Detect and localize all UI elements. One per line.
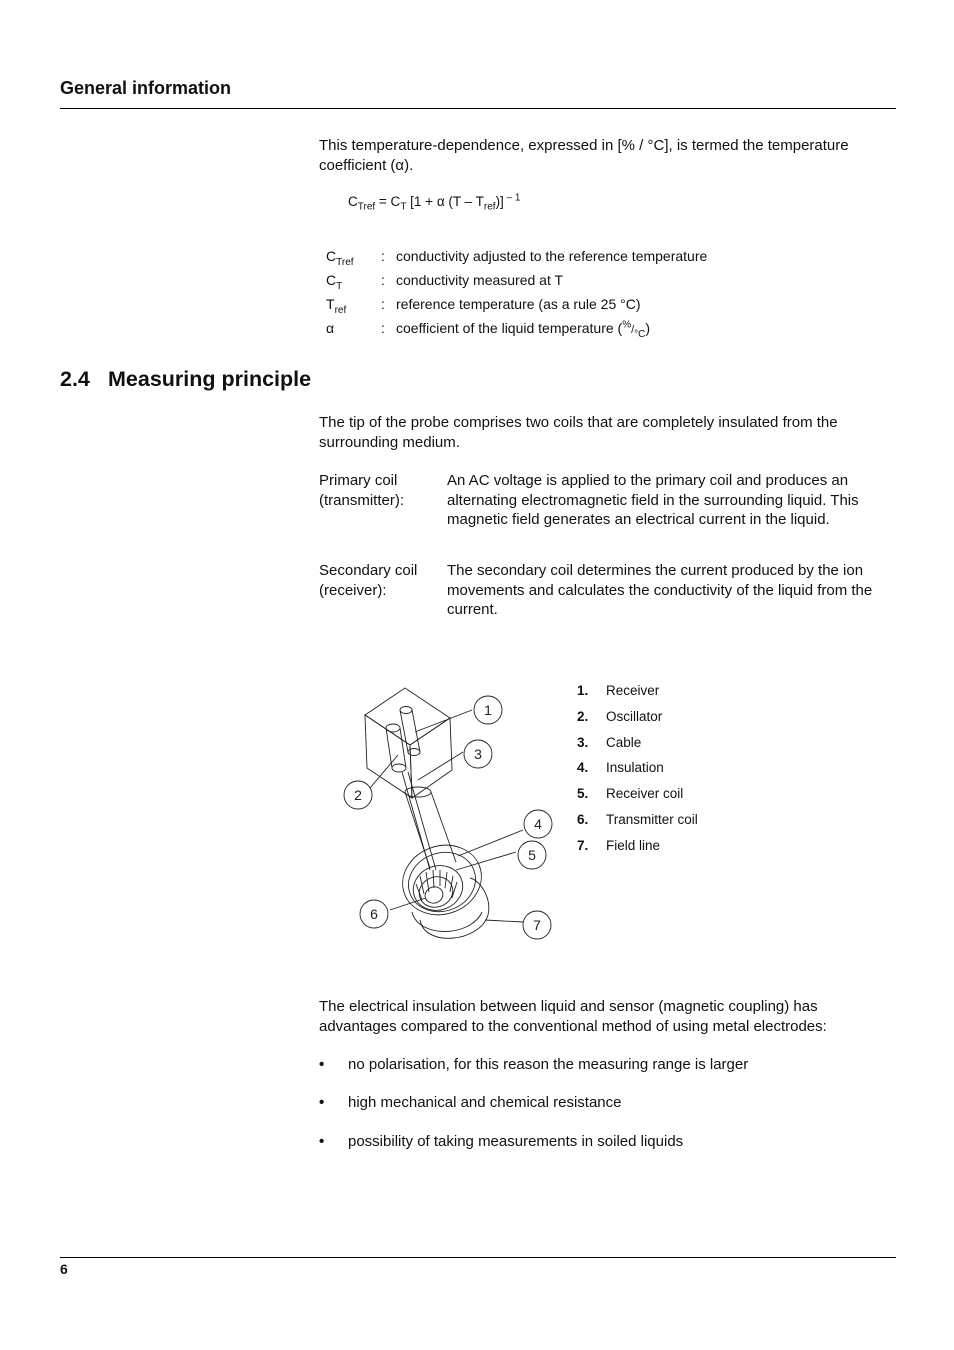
primary-coil-term: Primary coil (transmitter): xyxy=(319,472,405,509)
intro-paragraph: This temperature-dependence, expressed in [% / °C], is termed the temperature coefficient (α). xyxy=(319,137,849,174)
callout-1: 1 xyxy=(484,702,492,718)
advantages-paragraph: The electrical insulation between liquid and sensor (magnetic coupling) has advantages compared to the conventional method of using metal electrodes: xyxy=(319,998,827,1035)
section-number: 2.4 xyxy=(60,367,90,391)
header-rule xyxy=(60,108,896,109)
section-header: General information xyxy=(60,78,232,98)
callout-3: 3 xyxy=(474,746,482,762)
formula: $C_{Tref} = C_T$ [1 + α $(T - T_{ref})$] $^{- 1}$ xyxy=(348,192,521,213)
callout-7: 7 xyxy=(533,917,541,933)
section-heading xyxy=(60,367,311,392)
section-title: Measuring principle xyxy=(108,367,312,391)
footer-rule xyxy=(60,1257,896,1258)
callout-5: 5 xyxy=(528,847,536,863)
page-number: 6 xyxy=(60,1261,68,1277)
secondary-coil-description: The secondary coil determines the current produced by the ion movements and calculates the conductivity of the liquid from the current. xyxy=(447,562,873,618)
principle-paragraph: The tip of the probe comprises two coils that are completely insulated from the surrounding medium. xyxy=(319,414,838,451)
probe-diagram xyxy=(330,680,570,950)
callout-2: 2 xyxy=(354,787,362,803)
secondary-coil-term: Secondary coil (receiver): xyxy=(319,562,418,599)
callout-4: 4 xyxy=(534,816,542,832)
primary-coil-description: An AC voltage is applied to the primary coil and produces an alternating electromagnetic field in the surrounding liquid. This magnetic field generates an electrical current in the liquid. xyxy=(447,472,859,528)
callout-6: 6 xyxy=(370,906,378,922)
